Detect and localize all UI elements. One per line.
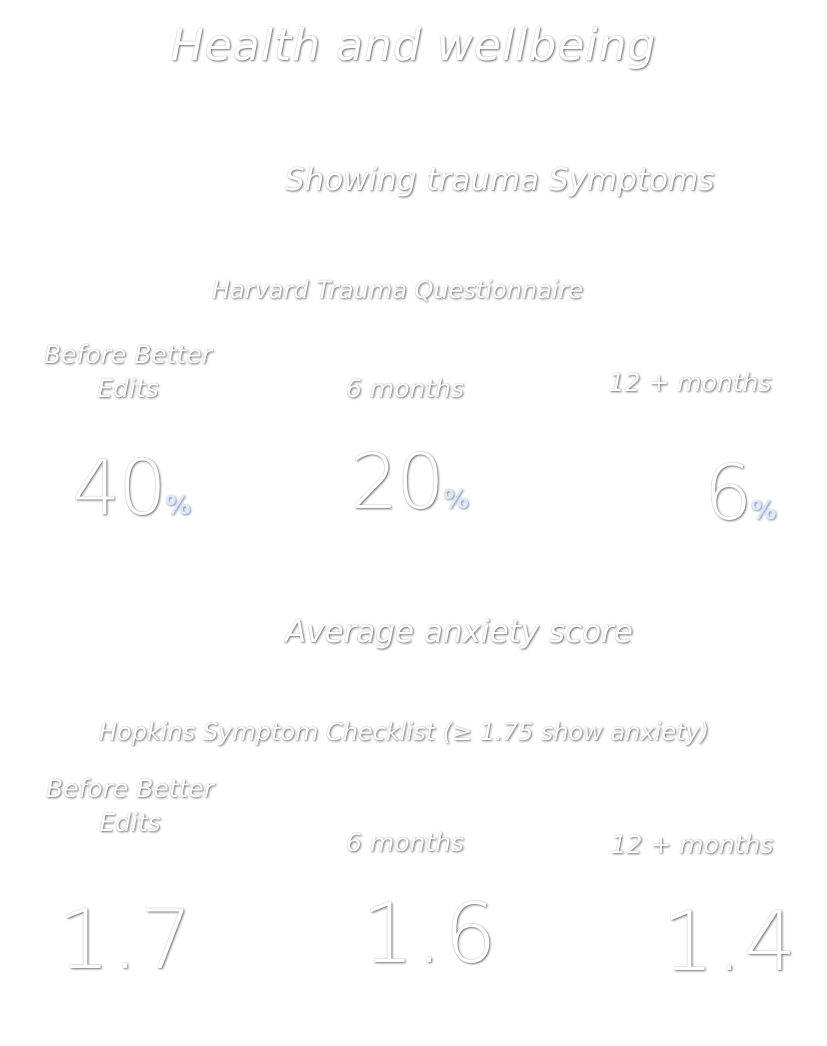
- anxiety-value-6-months: 1.6: [362, 887, 499, 982]
- trauma-period-label-before: Before Better Edits: [43, 340, 213, 403]
- trauma-value-before: [72, 443, 191, 532]
- anxiety-subheading: Hopkins Symptom Checklist (≥ 1.75 show anxiety): [99, 718, 710, 746]
- trauma-period-label-6-months: 6 months: [345, 374, 465, 403]
- page-title: Health and wellbeing: [170, 20, 657, 71]
- percent-sign: %: [750, 496, 777, 526]
- anxiety-period-label-12-months: 12 + months: [610, 830, 774, 859]
- trauma-heading: Showing trauma Symptoms: [285, 162, 715, 198]
- anxiety-value-12-months: 1.4: [662, 895, 799, 990]
- percent-sign: %: [164, 491, 191, 521]
- trauma-value-6-months: [350, 437, 469, 526]
- anxiety-heading: Average anxiety score: [285, 614, 633, 650]
- trauma-value-number: 20: [350, 437, 443, 526]
- trauma-period-label-12-months: 12 + months: [608, 368, 772, 397]
- trauma-value-number: 6: [704, 448, 751, 537]
- trauma-subheading: Harvard Trauma Questionnaire: [212, 276, 584, 304]
- trauma-value-12-months: [704, 448, 777, 537]
- percent-sign: %: [442, 485, 469, 515]
- anxiety-value-before: 1.7: [58, 893, 195, 988]
- trauma-value-number: 40: [72, 443, 165, 532]
- anxiety-period-label-6-months: 6 months: [345, 828, 465, 857]
- anxiety-period-label-before: Before Better Edits: [45, 774, 215, 837]
